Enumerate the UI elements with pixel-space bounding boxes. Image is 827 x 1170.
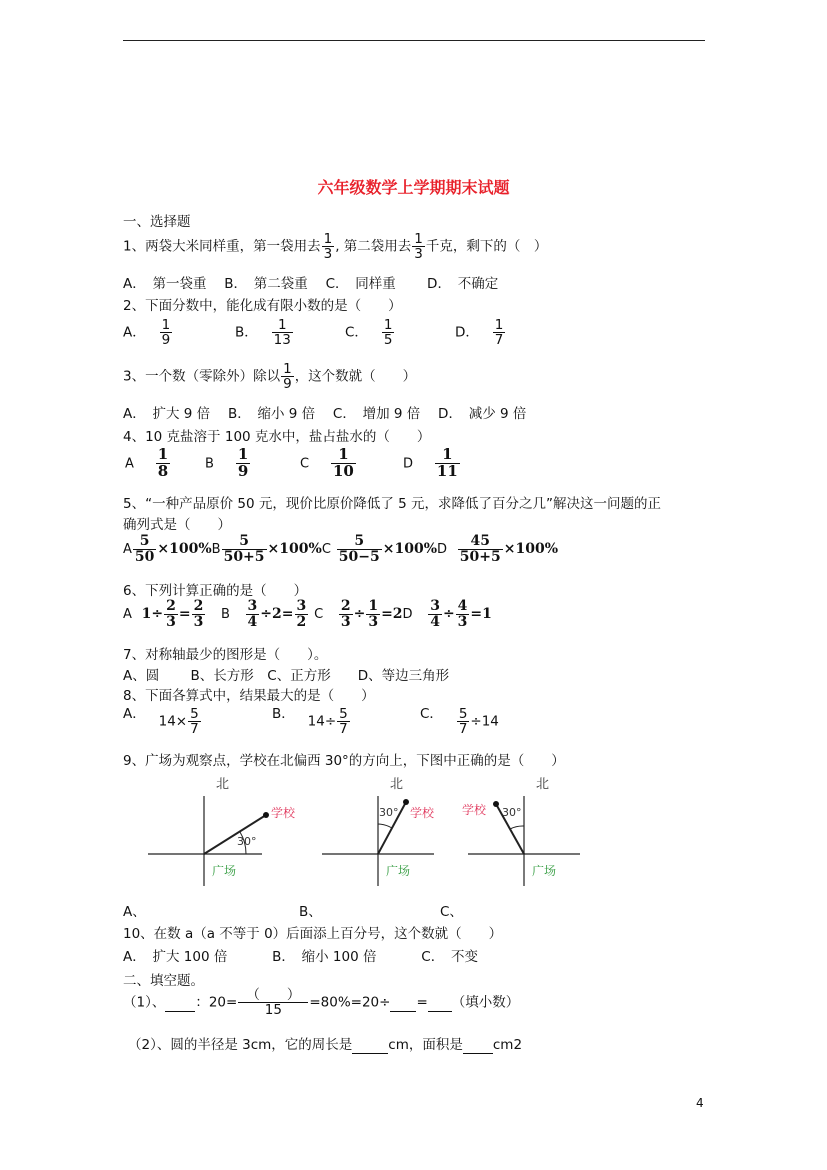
question-8-option-a: A． 14× $\frac{5}{7}$: [123, 705, 199, 738]
section-choice-heading: 一、选择题: [123, 214, 191, 230]
angle-label: 30°: [502, 806, 522, 819]
question-8: 8、下面各算式中，结果最大的是（ ）: [123, 688, 375, 704]
question-3: 3、一个数（零除外）除以 $\frac{1}{9}$ ，这个数就（ ）: [123, 361, 417, 393]
question-5-line-2: 确列式是（ ）: [123, 517, 231, 533]
question-5-line-1: 5、“一种产品原价 50 元，现价比原价降低了 5 元，求降低了百分之几”解决这一问题的正: [123, 496, 662, 512]
angle-label: 30°: [379, 806, 399, 819]
question-2: 2、下面分数中，能化成有限小数的是（ ）: [123, 298, 402, 314]
section-fill-heading: 二、填空题。: [123, 973, 204, 989]
question-8-option-b: B． 14÷ $\frac{5}{7}$: [272, 705, 348, 738]
question-1: 1、两袋大米同样重，第一袋用去 $\frac{1}{3}$ , 第二袋用去 $\frac{1}{3}$ 千克，剩下的（ ）: [123, 231, 548, 263]
question-9-option-b: B、: [299, 904, 322, 920]
direction-diagrams: [140, 772, 600, 892]
school-label: 学校: [462, 803, 487, 817]
fill-question-2: （2）、圆的半径是 3cm，它的周长是 cm，面积是 cm2: [128, 1037, 523, 1053]
angle-label: 30°: [237, 835, 257, 848]
question-6-options: A 1÷ $\frac{2}{3}$ = $\frac{2}{3}$ B $\frac{3}{4}$ ÷2= $\frac{3}{2}$ C $\frac{2}{3}$ ÷ $\frac{1}{3}$ =2D $\frac{3}{4}$ ÷ $\frac{4}{3}$ =1: [123, 598, 492, 630]
fill-question-1: （1）、 ：20= $\frac{( )}{15}$ =80%=20÷ = （填小数）: [123, 987, 520, 1019]
question-1-options: A． 第一袋重 B． 第二袋重 C． 同样重 D． 不确定: [123, 276, 499, 292]
north-label: 北: [216, 777, 230, 792]
question-7-options: A、圆 B、长方形 C、正方形 D、等边三角形: [123, 668, 450, 684]
question-3-options: A． 扩大 9 倍 B． 缩小 9 倍 C． 增加 9 倍 D． 减少 9 倍: [123, 406, 527, 422]
question-4-option-b: B $\frac{1}{9}$: [205, 445, 249, 480]
question-9-option-c: C、: [440, 904, 463, 920]
question-4-option-c: C $\frac{1}{10}$: [300, 445, 354, 480]
question-9: 9、广场为观察点，学校在北偏西 30°的方向上，下图中正确的是（ ）: [123, 753, 565, 769]
north-label: 北: [390, 777, 404, 792]
question-2-option-c: C． $\frac{1}{5}$: [345, 317, 393, 349]
question-10-options: A． 扩大 100 倍 B． 缩小 100 倍 C． 不变: [123, 949, 478, 965]
question-9-option-a: A、: [123, 904, 146, 920]
diagram-b: [322, 777, 435, 886]
question-7: 7、对称轴最少的图形是（ ）。: [123, 647, 328, 663]
question-10: 10、在数 a（a 不等于 0）后面添上百分号，这个数就（ ）: [123, 926, 503, 942]
north-label: 北: [536, 777, 550, 792]
square-label: 广场: [386, 864, 411, 878]
square-label: 广场: [212, 864, 237, 878]
question-4-option-d: D $\frac{1}{11}$: [403, 445, 458, 480]
school-label: 学校: [271, 806, 296, 820]
question-2-option-b: B． $\frac{1}{13}$: [235, 317, 291, 349]
square-label: 广场: [532, 864, 557, 878]
page-title: 六年级数学上学期期末试题: [317, 178, 510, 197]
question-6: 6、下列计算正确的是（ ）: [123, 583, 308, 599]
question-4: 4、10 克盐溶于 100 克水中，盐占盐水的（ ）: [123, 429, 431, 445]
page-number: 4: [696, 1096, 704, 1110]
question-2-option-d: D． $\frac{1}{7}$: [455, 317, 504, 349]
diagram-a: [148, 777, 296, 886]
header-rule: [123, 40, 705, 41]
question-2-option-a: A． $\frac{1}{9}$: [123, 317, 171, 349]
school-label: 学校: [410, 806, 435, 820]
diagram-c: [462, 777, 580, 886]
question-5-options: A $\frac{5}{50}$ ×100%B $\frac{5}{50+5}$ ×100%C $\frac{5}{50-5}$ ×100%D $\frac{45}{50+5}$ ×100%: [123, 533, 558, 565]
question-8-option-c: C． $\frac{5}{7}$ ÷14: [420, 705, 499, 738]
question-4-option-a: A $\frac{1}{8}$: [125, 445, 169, 480]
